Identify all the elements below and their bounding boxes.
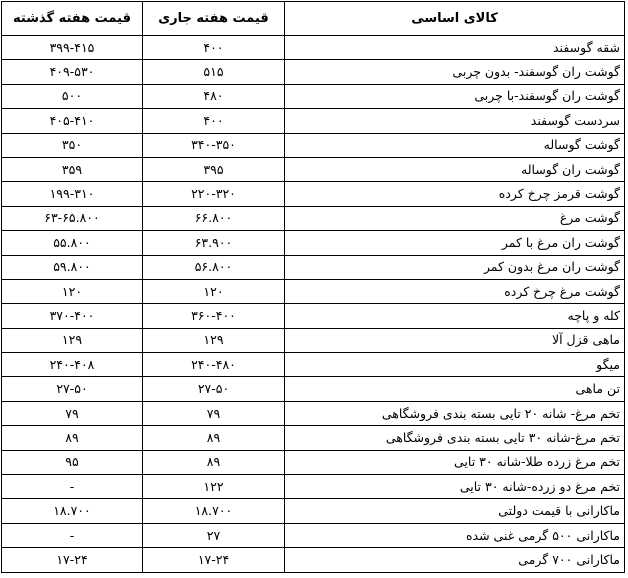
previous-price-cell: - bbox=[2, 523, 143, 547]
previous-price-cell: ۱۸.۷۰۰ bbox=[2, 499, 143, 523]
previous-price-cell: ۱۲۰ bbox=[2, 279, 143, 303]
price-table-container bbox=[1, 1, 625, 573]
current-price-cell: ۳۴۰-۳۵۰ bbox=[143, 133, 285, 157]
item-cell: سردست گوسفند bbox=[285, 109, 625, 133]
table-body bbox=[2, 36, 625, 573]
previous-price-cell: ۱۷-۲۴ bbox=[2, 548, 143, 572]
current-price-cell: ۷۹ bbox=[143, 401, 285, 425]
item-cell: گوشت ران گوساله bbox=[285, 157, 625, 181]
current-price-cell: ۴۰۰ bbox=[143, 109, 285, 133]
previous-price-cell: ۵۹.۸۰۰ bbox=[2, 255, 143, 279]
item-cell: گوشت ران مرغ بدون کمر bbox=[285, 255, 625, 279]
table-row bbox=[2, 401, 625, 425]
current-price-cell: ۵۶.۸۰۰ bbox=[143, 255, 285, 279]
current-price-cell: ۴۸۰ bbox=[143, 84, 285, 108]
table-row bbox=[2, 377, 625, 401]
item-cell: تخم مرغ- شانه ۲۰ تایی بسته بندی فروشگاهی bbox=[285, 401, 625, 425]
item-cell: گوشت ران گوسفند-با چربی bbox=[285, 84, 625, 108]
item-cell: ماکارانی با قیمت دولتی bbox=[285, 499, 625, 523]
table-row bbox=[2, 279, 625, 303]
item-cell: ماکارانی ۵۰۰ گرمی غنی شده bbox=[285, 523, 625, 547]
table-row bbox=[2, 109, 625, 133]
previous-price-cell: ۹۵ bbox=[2, 450, 143, 474]
current-price-cell: ۵۱۵ bbox=[143, 60, 285, 84]
previous-price-cell: ۵۵.۸۰۰ bbox=[2, 231, 143, 255]
item-cell: گوشت ران مرغ با کمر bbox=[285, 231, 625, 255]
current-price-cell: ۱۲۹ bbox=[143, 328, 285, 352]
item-cell: شقه گوسفند bbox=[285, 36, 625, 60]
table-row bbox=[2, 84, 625, 108]
current-price-cell: ۶۳.۹۰۰ bbox=[143, 231, 285, 255]
current-price-cell: ۶۶.۸۰۰ bbox=[143, 206, 285, 230]
previous-price-cell: ۲۴۰-۴۰۸ bbox=[2, 353, 143, 377]
table-row bbox=[2, 475, 625, 499]
current-price-cell: ۲۲۰-۳۲۰ bbox=[143, 182, 285, 206]
previous-price-cell: ۳۵۰ bbox=[2, 133, 143, 157]
table-row bbox=[2, 548, 625, 572]
table-row bbox=[2, 182, 625, 206]
current-price-cell: ۲۴۰-۴۸۰ bbox=[143, 353, 285, 377]
previous-price-cell: ۲۷-۵۰ bbox=[2, 377, 143, 401]
item-cell: گوشت مرغ bbox=[285, 206, 625, 230]
item-cell: تخم مرغ-شانه ۳۰ تایی بسته بندی فروشگاهی bbox=[285, 426, 625, 450]
item-cell: ماکارانی ۷۰۰ گرمی bbox=[285, 548, 625, 572]
previous-price-cell: ۷۹ bbox=[2, 401, 143, 425]
current-price-cell: ۱۲۰ bbox=[143, 279, 285, 303]
item-cell: تخم مرغ زرده طلا-شانه ۳۰ تایی bbox=[285, 450, 625, 474]
item-cell: کله و پاچه bbox=[285, 304, 625, 328]
header-current-week: قیمت هفته جاری bbox=[143, 2, 285, 36]
table-row bbox=[2, 231, 625, 255]
table-row bbox=[2, 353, 625, 377]
current-price-cell: ۳۹۵ bbox=[143, 157, 285, 181]
item-cell: گوشت گوساله bbox=[285, 133, 625, 157]
item-cell: میگو bbox=[285, 353, 625, 377]
previous-price-cell: ۱۲۹ bbox=[2, 328, 143, 352]
item-cell: گوشت قرمز چرخ کرده bbox=[285, 182, 625, 206]
previous-price-cell: ۳۵۹ bbox=[2, 157, 143, 181]
table-row bbox=[2, 304, 625, 328]
current-price-cell: ۱۸.۷۰۰ bbox=[143, 499, 285, 523]
item-cell: گوشت مرغ چرخ کرده bbox=[285, 279, 625, 303]
header-previous-week: قیمت هفته گذشته bbox=[2, 2, 143, 36]
current-price-cell: ۸۹ bbox=[143, 426, 285, 450]
previous-price-cell: - bbox=[2, 475, 143, 499]
previous-price-cell: ۶۳-۶۵.۸۰۰ bbox=[2, 206, 143, 230]
table-row bbox=[2, 36, 625, 60]
previous-price-cell: ۴۰۹-۵۳۰ bbox=[2, 60, 143, 84]
current-price-cell: ۱۷-۲۴ bbox=[143, 548, 285, 572]
previous-price-cell: ۸۹ bbox=[2, 426, 143, 450]
current-price-cell: ۲۷-۵۰ bbox=[143, 377, 285, 401]
current-price-cell: ۸۹ bbox=[143, 450, 285, 474]
table-row bbox=[2, 499, 625, 523]
header-item: کالای اساسی bbox=[285, 2, 625, 36]
current-price-cell: ۴۰۰ bbox=[143, 36, 285, 60]
item-cell: تن ماهی bbox=[285, 377, 625, 401]
header-row bbox=[2, 2, 625, 36]
table-row bbox=[2, 450, 625, 474]
table-row bbox=[2, 206, 625, 230]
previous-price-cell: ۵۰۰ bbox=[2, 84, 143, 108]
table-row bbox=[2, 60, 625, 84]
price-table bbox=[1, 1, 625, 573]
current-price-cell: ۱۲۲ bbox=[143, 475, 285, 499]
previous-price-cell: ۱۹۹-۳۱۰ bbox=[2, 182, 143, 206]
previous-price-cell: ۳۷۰-۴۰۰ bbox=[2, 304, 143, 328]
table-row bbox=[2, 133, 625, 157]
previous-price-cell: ۴۰۵-۴۱۰ bbox=[2, 109, 143, 133]
previous-price-cell: ۳۹۹-۴۱۵ bbox=[2, 36, 143, 60]
table-row bbox=[2, 523, 625, 547]
table-row bbox=[2, 426, 625, 450]
table-row bbox=[2, 328, 625, 352]
current-price-cell: ۳۶۰-۴۰۰ bbox=[143, 304, 285, 328]
item-cell: تخم مرغ دو زرده-شانه ۳۰ تایی bbox=[285, 475, 625, 499]
item-cell: گوشت ران گوسفند- بدون چربی bbox=[285, 60, 625, 84]
item-cell: ماهی قزل آلا bbox=[285, 328, 625, 352]
table-row bbox=[2, 255, 625, 279]
current-price-cell: ۲۷ bbox=[143, 523, 285, 547]
table-row bbox=[2, 157, 625, 181]
